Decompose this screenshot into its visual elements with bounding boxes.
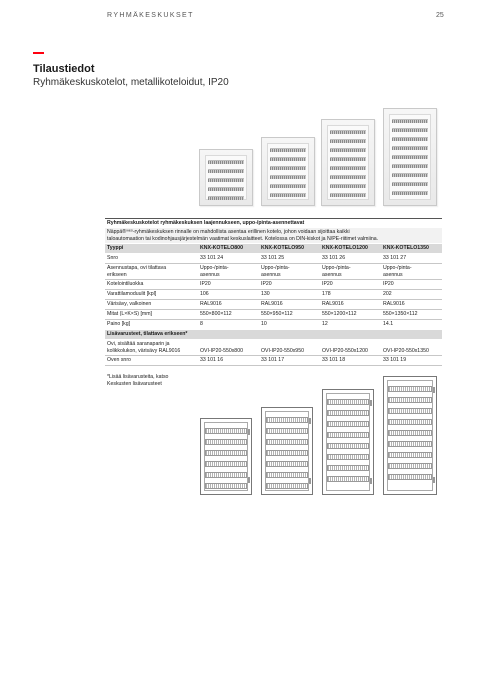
cell: IP20 <box>383 281 394 287</box>
table-row <box>105 340 442 355</box>
row-label: Paino [kg] <box>107 321 131 327</box>
cabinet-image-1350 <box>383 108 437 206</box>
description-line: Näppä®ⁱⁿᵉᵒ-ryhmäkeskuksen rinnalle on mahdollista asentaa erillinen kotelo, johon voidaan sijoittaa kaikki <box>107 229 350 235</box>
cell: 130 <box>261 291 270 297</box>
cell: Uppo-/pinta- <box>200 265 229 271</box>
table-row <box>105 300 442 309</box>
table-row <box>105 280 442 289</box>
column-header: KNX-KOTELO1200 <box>322 245 368 251</box>
cell: 178 <box>322 291 331 297</box>
table-row <box>105 356 442 365</box>
cell: Uppo-/pinta- <box>322 265 351 271</box>
cell: 33 101 16 <box>200 357 224 363</box>
cell: 33 101 25 <box>261 255 285 261</box>
footnote-line: Keskusten lisävarusteet <box>107 380 162 387</box>
row-label: Värisävy, valkoinen <box>107 301 152 307</box>
cell: 550×950×112 <box>261 311 293 317</box>
row-label: Kotelointiluokka <box>107 281 144 287</box>
footnote-line: *Lisää lisävarusteita, katso <box>107 374 169 380</box>
cell: 33 101 24 <box>200 255 224 261</box>
cell: 33 101 17 <box>261 357 285 363</box>
table-row <box>105 254 442 263</box>
cell: 14.1 <box>383 321 394 327</box>
cell: IP20 <box>200 281 211 287</box>
cell: RAL9016 <box>383 301 405 307</box>
cabinet-image-1200 <box>321 119 375 206</box>
page-number: 25 <box>436 12 444 19</box>
table-row <box>105 320 442 329</box>
cabinet-image-800 <box>199 149 253 206</box>
section-subtitle: Ryhmäkeskuskotelot, metallikoteloidut, IP20 <box>33 77 229 88</box>
row-label: Varattilamoduulit [kpl] <box>107 291 157 297</box>
cell: OVI-IP20-550x800 <box>200 347 243 354</box>
row-label: Ovi, sisältää saranaparin ja <box>107 341 170 347</box>
row-label: Asennustapa, ovi tilattava <box>107 265 167 271</box>
cell: RAL9016 <box>322 301 344 307</box>
table-row <box>105 264 442 279</box>
running-head: RYHMÄKESKUKSET <box>107 12 194 19</box>
table-description <box>105 228 442 243</box>
column-header: Tyyppi <box>107 245 124 251</box>
cell: 550×800×112 <box>200 311 232 317</box>
accessories-heading-row <box>105 330 442 339</box>
cell: asennus <box>200 271 220 278</box>
cell: 33 101 18 <box>322 357 346 363</box>
cell: 33 101 26 <box>322 255 346 261</box>
door-image-950 <box>261 407 313 495</box>
cell: Uppo-/pinta- <box>261 265 290 271</box>
door-image-800 <box>200 418 252 495</box>
cell: RAL9016 <box>261 301 283 307</box>
cell: OVI-IP20-550x1200 <box>322 347 368 354</box>
cell: 8 <box>200 321 203 327</box>
cell: 12 <box>322 321 328 327</box>
column-header: KNX-KOTELO950 <box>261 245 304 251</box>
cell: IP20 <box>261 281 272 287</box>
row-label: Snro <box>107 255 118 261</box>
description-line: taloautomaation tai kodinohjausjärjestelmän vaatimat keskuslaitteet. Kotelossa on DIN-kiskot ja N/PE-riitimet valmiina. <box>107 235 379 242</box>
cell: 550×1200×112 <box>322 311 357 317</box>
accent-bar <box>33 52 44 54</box>
cell: OVI-IP20-550x1350 <box>383 347 429 354</box>
cell: 550×1350×112 <box>383 311 418 317</box>
row-label: Oven snro <box>107 357 131 363</box>
section-title: Tilaustiedot <box>33 63 95 75</box>
table-header-row <box>105 244 442 253</box>
door-image-1350 <box>383 376 437 495</box>
column-header: KNX-KOTELO1350 <box>383 245 429 251</box>
table-heading-row <box>105 219 442 228</box>
cell: OVI-IP20-550x950 <box>261 347 304 354</box>
row-label: erikseen <box>107 271 127 278</box>
cell: asennus <box>322 271 342 278</box>
cell: 33 101 19 <box>383 357 407 363</box>
column-header: KNX-KOTELO800 <box>200 245 243 251</box>
cell: RAL9016 <box>200 301 222 307</box>
cell: asennus <box>383 271 403 278</box>
cell: 10 <box>261 321 267 327</box>
cell: 202 <box>383 291 392 297</box>
accessories-heading: Lisävarusteet, tilattava erikseen* <box>107 331 188 337</box>
cell: 33 101 27 <box>383 255 407 261</box>
table-row <box>105 310 442 319</box>
row-label: Mitat (L×K×S) [mm] <box>107 311 152 317</box>
cell: IP20 <box>322 281 333 287</box>
cabinet-image-950 <box>261 137 315 206</box>
cell: asennus <box>261 271 281 278</box>
row-label: kolikkolukon, värisävy RAL9016 <box>107 347 181 354</box>
cell: 106 <box>200 291 209 297</box>
table-row <box>105 290 442 299</box>
door-image-1200 <box>322 389 374 495</box>
cell: Uppo-/pinta- <box>383 265 412 271</box>
table-heading: Ryhmäkeskuskotelot ryhmäkeskuksen laajennukseen, uppo-/pinta-asennettavat <box>107 220 305 226</box>
